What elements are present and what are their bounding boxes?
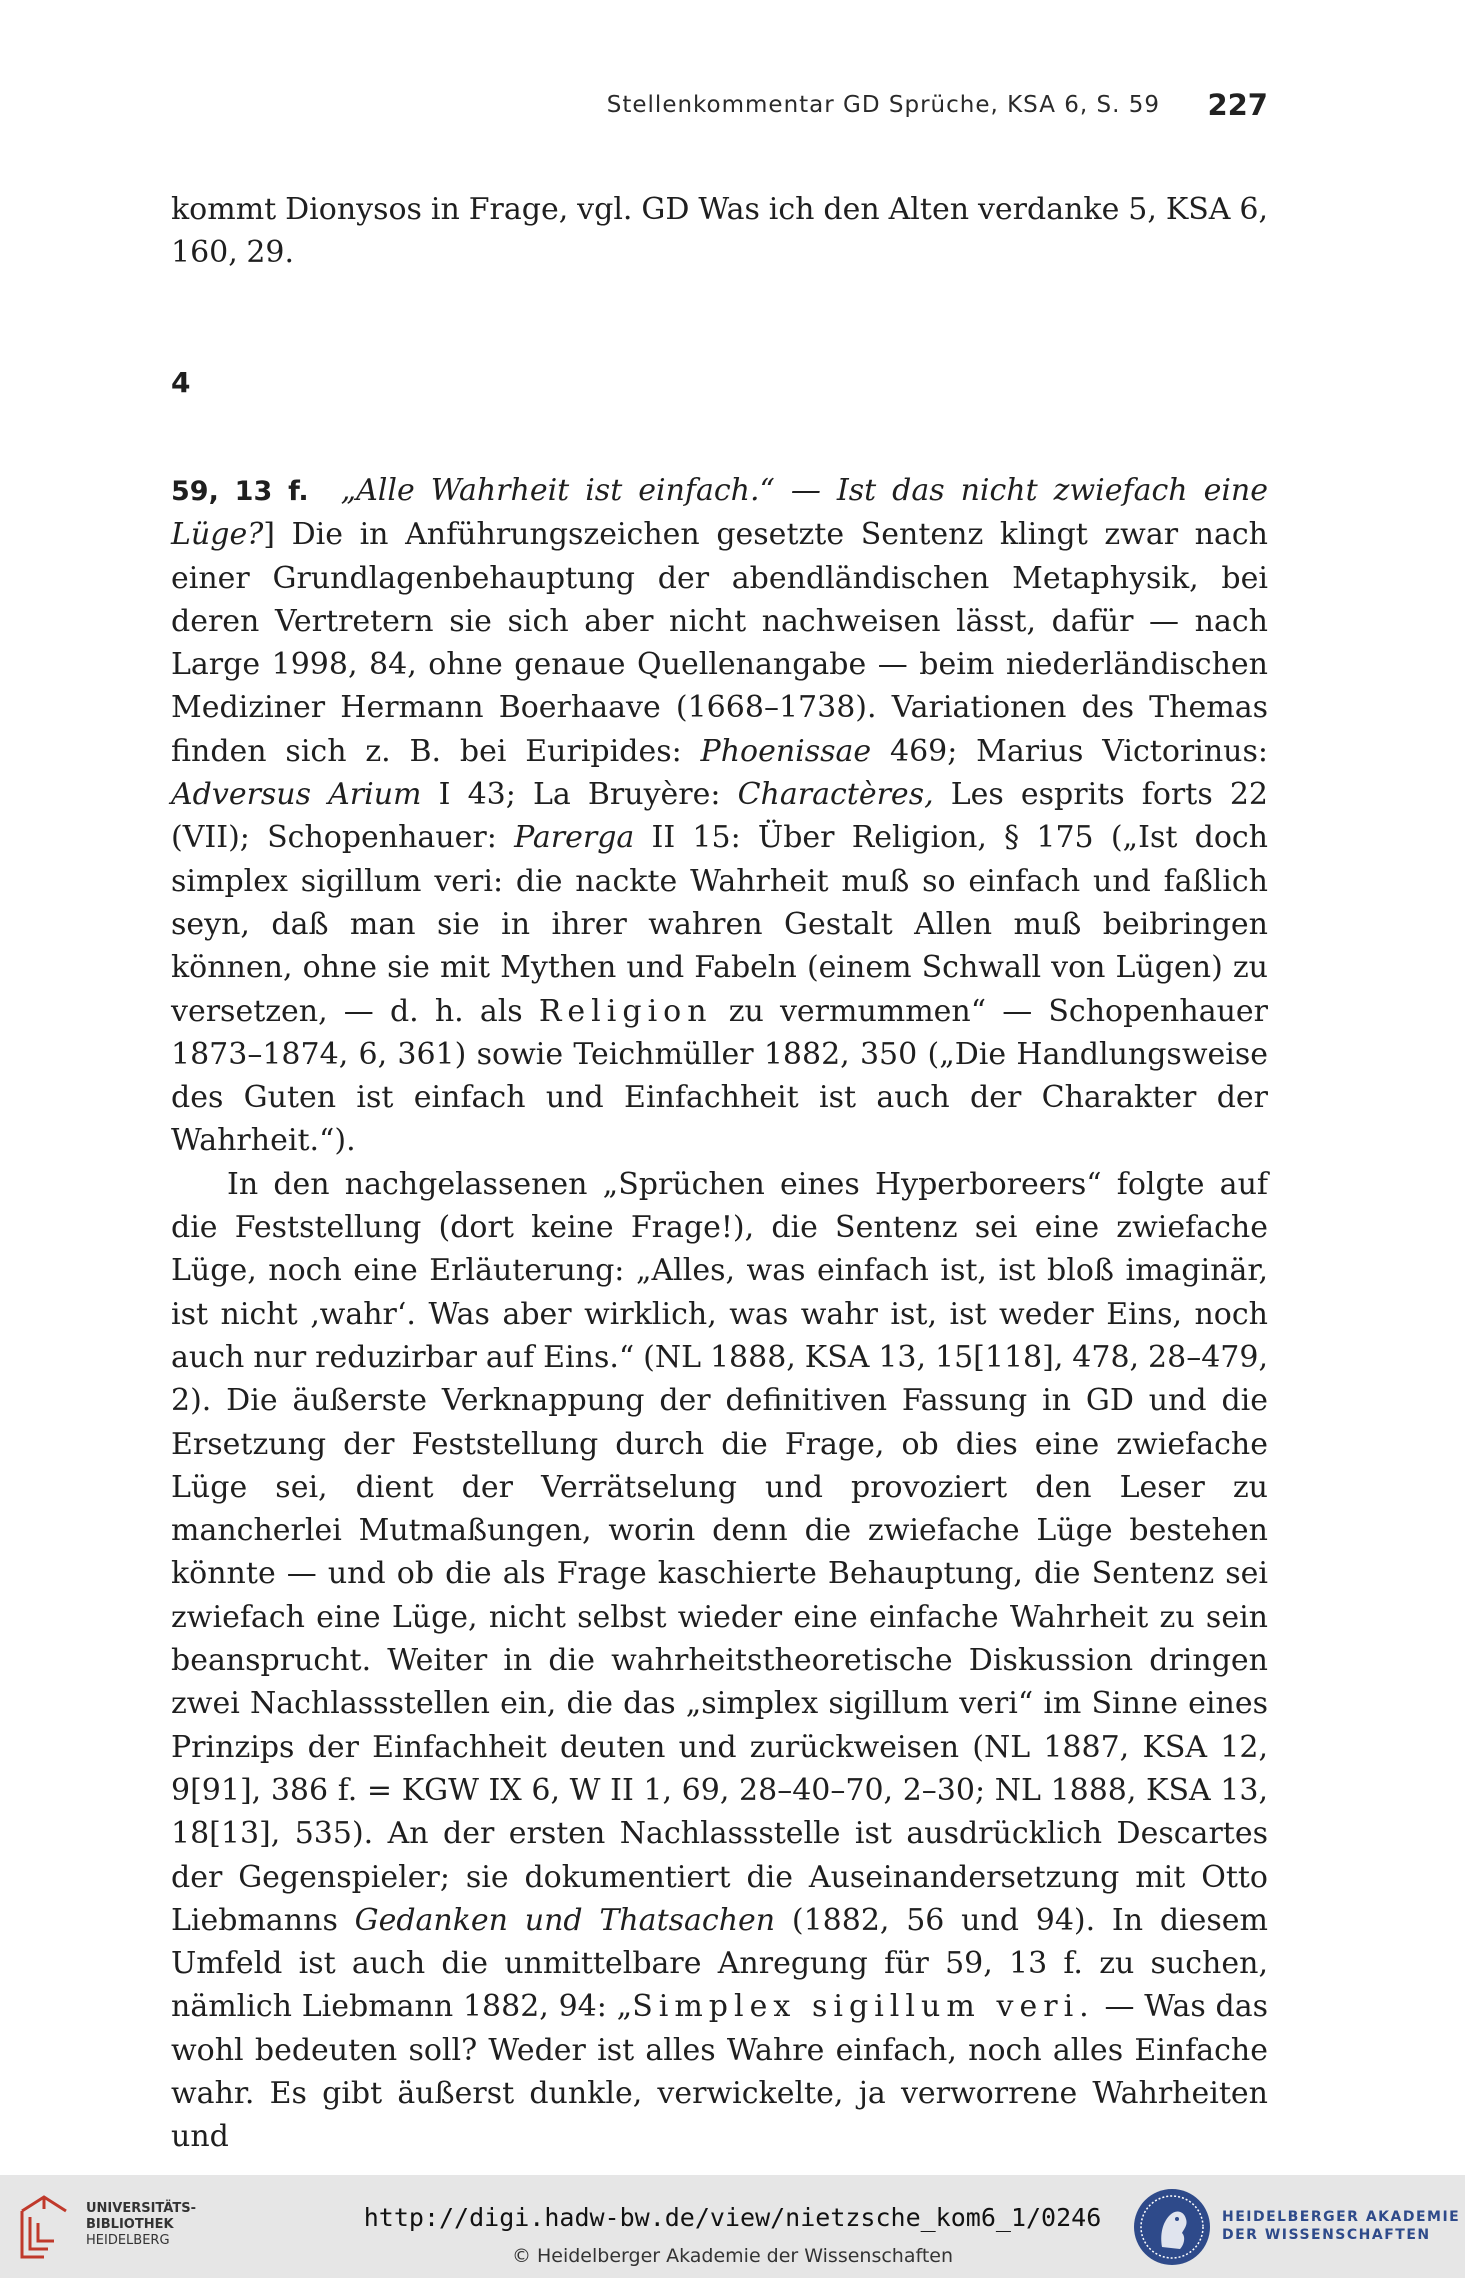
spaced-emphasis: Simplex sigillum veri.	[632, 1989, 1095, 2025]
continuation-paragraph	[171, 188, 1268, 275]
text-run: — Was das wohl bedeuten soll? Weder ist alles Wahre einfach, noch alles Einfache wahr. Es gibt äußerst dunkle, verwickelte, ja verworrene Wahrheiten und	[171, 1989, 1268, 2155]
lemma-text: „Alle Wahrheit ist einfach.“ — Ist das nicht zwiefach eine Lüge?	[171, 473, 1269, 553]
library-line: BIBLIOTHEK	[86, 2217, 174, 2232]
source-url-link[interactable]: http://digi.hadw-bw.de/view/nietzsche_kom6_1/0246	[363, 2203, 1102, 2232]
lemma-bracket: ]	[263, 517, 276, 553]
text-run: In den nachgelassenen „Sprüchen eines Hyperboreers“ folgte auf die Feststellung (dort keine Frage!), die Sentenz sei eine zwiefache Lüge, noch eine Erläuterung: „Alles, was einfach ist, ist bloß imaginär, ist nicht ‚wahr‘. Was aber wirklich, was wahr ist, ist weder Eins, noch auch nur reduzirbar auf Eins.“ (NL 1888, KSA 13, 15[118], 478, 28–479, 2). Die äußerste Verknappung der definitiven Fassung in GD und die Ersetzung der Feststellung durch die Frage, ob dies eine zwiefache Lüge sei, dient der Verrätselung und provoziert den Leser zu mancherlei Mutmaßungen, worin denn die zwiefache Lüge bestehen könnte — und ob die als Frage kaschierte Behauptung, die Sentenz sei zwiefach eine Lüge, nicht selbst wieder eine einfache Wahrheit zu sein beansprucht. Weiter in die wahrheitstheoretische Diskussion dringen zwei Nachlassstellen ein, die das „simplex sigillum veri“ im Sinne eines Prinzips der Einfachheit deuten und zurückweisen (NL 1887, KSA 12, 9[91], 386 f. = KGW IX 6, W II 1, 69, 28–40–70, 2–30; NL 1888, KSA 13, 18[13], 535). An der ersten Nachlassstelle ist ausdrücklich Descartes der Gegenspieler; sie dokumentiert die Auseinandersetzung mit Otto Liebmanns	[171, 1166, 1268, 1938]
lemma-reference: 59, 13 f.	[171, 476, 309, 507]
academy-line: HEIDELBERGER AKADEMIE	[1222, 2209, 1461, 2225]
text-run: 469; Marius Victorinus:	[871, 733, 1268, 769]
copyright-notice: © Heidelberger Akademie der Wissenschaften	[511, 2245, 954, 2267]
text-run: (1882, 56 und 94). In diesem Umfeld ist auch die unmittelbare Anregung für 59, 13 f. zu suchen, nämlich Liebmann 1882, 94: „	[171, 1902, 1268, 2025]
work-title: Phoenissae	[700, 733, 872, 769]
academy-seal-icon	[1132, 2187, 1212, 2267]
running-head-title: Stellenkommentar GD Sprüche, KSA 6, S. 59	[606, 92, 1160, 118]
commentary-body	[171, 469, 1268, 2159]
text-run: II 15: Über Religion, § 175 („Ist doch simplex sigillum veri: die nackte Wahrheit muß so einfach und faßlich seyn, daß man sie in ihrer wahren Gestalt Allen muß beibringen können, ohne sie mit Mythen und Fabeln (einem Schwall von Lügen) zu versetzen, — d. h. als	[171, 820, 1268, 1029]
continuation-text: kommt Dionysos in Frage, vgl. GD Was ich den Alten verdanke 5, KSA 6, 160, 29.	[171, 192, 1268, 271]
commentary-paragraph-2	[171, 1163, 1268, 2159]
digitization-footer	[0, 2175, 1465, 2278]
academy-line: DER WISSENSCHAFTEN	[1222, 2227, 1431, 2243]
academy-name	[1222, 2208, 1460, 2244]
library-line: UNIVERSITÄTS-	[86, 2201, 196, 2216]
text-run: Die in Anführungszeichen gesetzte Sentenz klingt zwar nach einer Grundlagenbehauptung der abendländischen Metaphysik, bei deren Vertretern sie sich aber nicht nachweisen lässt, dafür — nach Large 1998, 84, ohne genaue Quellenangabe — beim niederländischen Mediziner Hermann Boerhaave (1668–1738). Variationen des Themas finden sich z. B. bei Euripides:	[171, 517, 1268, 769]
spaced-emphasis: Religion	[538, 993, 713, 1029]
work-title: Parerga	[514, 820, 635, 856]
section-number: 4	[171, 366, 191, 399]
running-header	[171, 88, 1268, 128]
text-run: zu vermummen“ — Schopenhauer 1873–1874, 6, 361) sowie Teichmüller 1882, 350 („Die Handlungsweise des Guten ist einfach und Einfachheit ist auch der Charakter der Wahrheit.“).	[171, 993, 1269, 1159]
text-run: I 43; La Bruyère:	[421, 777, 738, 813]
work-title: Gedanken und Thatsachen	[354, 1902, 776, 1938]
work-title: Charactères,	[737, 777, 934, 813]
work-title: Adversus Arium	[171, 777, 422, 813]
commentary-paragraph-1	[171, 469, 1268, 1163]
page-number: 227	[1207, 88, 1268, 122]
library-line: HEIDELBERG	[86, 2233, 170, 2248]
text-run: Les esprits forts 22 (VII); Schopenhauer:	[171, 777, 1268, 856]
